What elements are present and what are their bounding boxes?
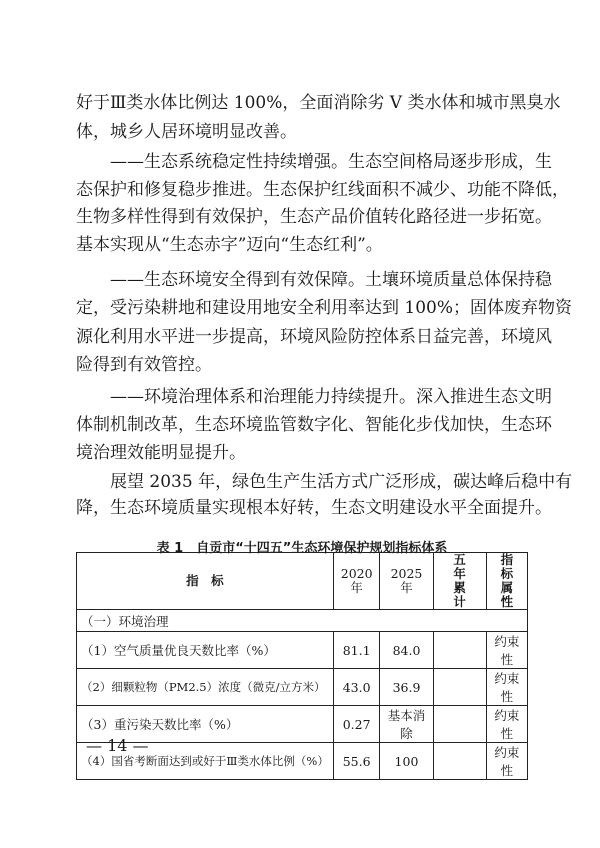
cell-five-year [433, 706, 486, 743]
text-line: 体，城乡人居环境明显改善。 [76, 122, 297, 142]
text-line: 展望 2035 年，绿色生产生活方式广泛形成，碳达峰后稳中有 [76, 472, 573, 492]
cell-attribute: 约束性 [486, 669, 527, 706]
cell-attribute: 约束性 [486, 743, 527, 780]
cell-2020: 43.0 [333, 669, 380, 706]
text-line: 降，生态环境质量实现根本好转，生态文明建设水平全面提升。 [76, 498, 552, 518]
header-2020: 2020 年 [333, 553, 380, 610]
page-number: — 14 — [86, 736, 149, 755]
text-line: ——环境治理体系和治理能力持续提升。深入推进生态文明 [76, 387, 552, 407]
cell-indicator: （3）重污染天数比率（%） [77, 706, 334, 743]
section-title: （一）环境治理 [77, 610, 528, 632]
text-line: 体制机制改革，生态环境监管数字化、智能化步伐加快，生态环 [76, 415, 552, 435]
text-line: 基本实现从“生态赤字”迈向“生态红利”。 [76, 235, 383, 255]
cell-five-year [433, 632, 486, 669]
header-five-year: 五年累计 [433, 553, 486, 610]
cell-2020: 0.27 [333, 706, 380, 743]
cell-2020: 55.6 [333, 743, 380, 780]
table-header-row [77, 553, 528, 610]
header-attribute: 指标属性 [486, 553, 527, 610]
text-line: 定，受污染耕地和建设用地安全利用率达到 100%；固体废弃物资 [76, 298, 573, 318]
text-line: 好于Ⅲ类水体比例达 100%，全面消除劣 V 类水体和城市黑臭水 [76, 93, 561, 113]
header-indicator: 指 标 [77, 553, 334, 610]
text-line: 境治理效能明显提升。 [76, 443, 246, 463]
text-line: 生物多样性得到有效保护，生态产品价值转化路径进一步拓宽。 [76, 207, 552, 227]
cell-2025: 36.9 [380, 669, 433, 706]
text-line: 源化利用水平进一步提高，环境风险防控体系日益完善，环境风 [76, 327, 552, 347]
text-line: 险得到有效管控。 [76, 355, 212, 375]
cell-indicator: （2）细颗粒物（PM2.5）浓度（微克/立方米） [77, 669, 334, 706]
cell-indicator: （4）国省考断面达到或好于Ⅲ类水体比例（%） [77, 743, 334, 780]
text-line: ——生态环境安全得到有效保障。土壤环境质量总体保持稳 [76, 270, 552, 290]
cell-attribute: 约束性 [486, 632, 527, 669]
cell-2025: 基本消除 [380, 706, 433, 743]
table-row [77, 669, 528, 706]
text-line: ——生态系统稳定性持续增强。生态空间格局逐步形成，生 [76, 152, 552, 172]
header-2025: 2025 年 [380, 553, 433, 610]
text-line: 态保护和修复稳步推进。生态保护红线面积不减少、功能不降低， [76, 180, 569, 200]
cell-five-year [433, 743, 486, 780]
table-row [77, 632, 528, 669]
table-caption: 表 1 自贡市“十四五”生态环境保护规划指标体系 [156, 541, 448, 556]
cell-2020: 81.1 [333, 632, 380, 669]
section-row [77, 610, 528, 632]
cell-2025: 84.0 [380, 632, 433, 669]
cell-attribute: 约束性 [486, 706, 527, 743]
cell-five-year [433, 669, 486, 706]
cell-indicator: （1）空气质量优良天数比率（%） [77, 632, 334, 669]
cell-2025: 100 [380, 743, 433, 780]
